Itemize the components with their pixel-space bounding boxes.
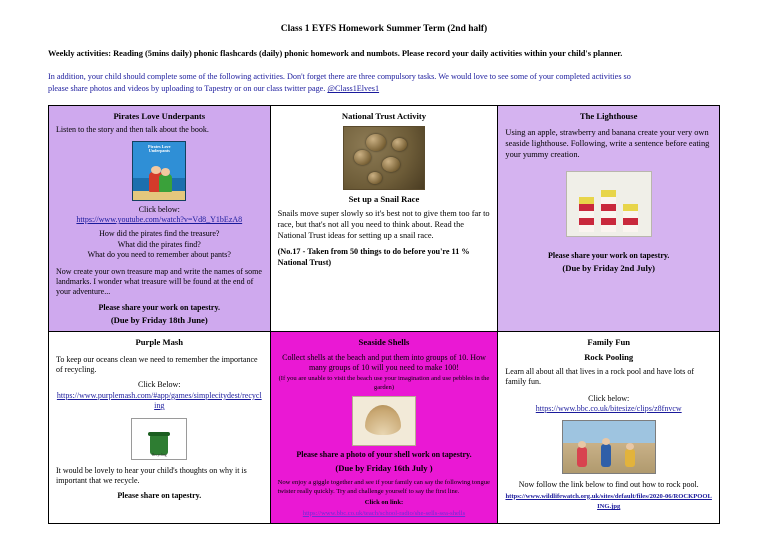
cell-title-national-trust: National Trust Activity	[341, 111, 427, 122]
shell-photo-graphic	[352, 396, 416, 446]
pirates-question-3: What do you need to remember about pants?	[87, 250, 231, 260]
purple-mash-link[interactable]: https://www.purplemash.com/#app/games/simplecitydest/recycling	[56, 390, 262, 411]
table-row	[49, 106, 720, 332]
seaside-shells-due-date: (Due by Friday 16th July )	[335, 462, 433, 473]
pirates-share-text: Please share your work on tapestry.	[98, 302, 221, 312]
recycling-caption: Recycling	[151, 452, 167, 457]
intro-line-1: In addition, your child should complete some of the following activities. Don't forget there are three compulsory tasks. We would love to see some of your completed activities so	[48, 72, 631, 82]
pirates-book-image	[56, 141, 263, 201]
cell-title-family-fun: Family Fun	[587, 337, 631, 348]
purple-mash-click-below-label: Click Below:	[138, 380, 181, 390]
shell-image	[278, 396, 491, 446]
seaside-shells-body-1: Collect shells at the beach and put them into groups of 10. How many groups of 10 will you need to make 100!	[282, 352, 486, 372]
twitter-handle-link[interactable]: @Class1Elves1	[327, 84, 380, 94]
rock-pooling-child-1	[577, 447, 587, 467]
pirates-intro-text: Listen to the story and then talk about the book.	[56, 125, 209, 135]
cell-national-trust	[270, 106, 498, 332]
family-fun-body-1: Learn all about all that lives in a rock pool and have lots of family fun.	[505, 366, 695, 387]
lighthouse-due-date: (Due by Friday 2nd July)	[562, 263, 656, 274]
book-cover-title: Pirates Love Underpants	[148, 143, 171, 154]
recycling-image	[56, 418, 263, 460]
snail-race-body: Snails move super slowly so it's best not to give them too far to race, but that's not all you need to think about. Read the National Trust ideas for setting up a snail race.	[277, 209, 490, 241]
cell-title-lighthouse: The Lighthouse	[579, 111, 638, 122]
family-fun-bitesize-link[interactable]: https://www.bbc.co.uk/bitesize/clips/z8fnvcw	[535, 403, 682, 413]
rock-pooling-child-2	[601, 444, 611, 467]
book-cover-sand	[133, 191, 185, 200]
book-cover-graphic	[132, 141, 186, 201]
snail-3	[382, 157, 400, 172]
snail-1	[366, 134, 386, 151]
fruit-lighthouse-3	[623, 196, 638, 232]
weekly-activities-text: Weekly activities: Reading (5mins daily) phonic flashcards (daily) phonic homework and numbots. Please record your daily activities within your child's planner.	[48, 49, 623, 58]
snail-race-subtitle: Set up a Snail Race	[348, 194, 420, 205]
recycling-bin	[150, 435, 168, 455]
family-fun-click-below-label: Click below:	[588, 393, 630, 403]
lighthouse-photo-graphic	[566, 171, 652, 237]
purple-mash-share-text: Please share on tapestry.	[117, 491, 202, 501]
seaside-shells-share-text: Please share a photo of your shell work on tapestry.	[296, 450, 472, 460]
rock-pooling-photo-graphic	[562, 420, 656, 474]
lighthouse-body: Using an apple, strawberry and banana create your very own seaside lighthouse. Following, write a sentence before eating your yummy creation.	[505, 128, 710, 160]
cell-title-seaside-shells: Seaside Shells	[358, 337, 410, 348]
shell-shape	[365, 405, 401, 435]
snail-race-source: (No.17 - Taken from 50 things to do before you're 11 % National Trust)	[277, 247, 470, 267]
seaside-shells-body-3: Now enjoy a giggle together and see if your family can say the following tongue twister really quickly. Try and challenge yourself to say the first line.	[277, 479, 490, 495]
cell-family-fun-rock-pooling	[498, 332, 720, 524]
seaside-shells-click-link-label: Click on link:	[364, 499, 404, 507]
seaside-shells-body-2: (If you are unable to visit the beach use your imagination and use pebbles in the garden)	[278, 375, 490, 391]
intro-line-2-prefix: please share photos and videos by uploading to Tapestry or on our class twitter page.	[48, 84, 328, 94]
cell-purple-mash	[49, 332, 271, 524]
rock-pooling-image	[505, 420, 712, 474]
fruit-lighthouse-1	[579, 192, 594, 232]
pirates-question-1: How did the pirates find the treasure?	[99, 229, 220, 239]
snail-photo-graphic	[343, 126, 425, 190]
snail-4	[392, 138, 407, 151]
cell-title-rock-pooling: Rock Pooling	[584, 351, 634, 362]
recycling-photo-graphic	[131, 418, 187, 460]
cell-seaside-shells	[270, 332, 498, 524]
lighthouse-image	[505, 171, 712, 237]
activities-table	[48, 105, 720, 524]
rock-pooling-child-3	[625, 449, 635, 467]
family-fun-wildlifewatch-link[interactable]: https://www.wildlifewatch.org.uk/sites/default/files/2020-06/ROCKPOOLING.jpg	[505, 492, 712, 511]
snail-5	[368, 172, 382, 184]
purple-mash-body: To keep our oceans clean we need to remember the importance of recycling.	[56, 354, 258, 374]
cell-lighthouse	[498, 106, 720, 332]
intro-paragraph	[48, 71, 720, 95]
snails-image	[278, 126, 491, 190]
seaside-shells-link[interactable]: https://www.bbc.co.uk/teach/school-radio/she-sells-sea-shells	[302, 509, 466, 517]
pirates-question-2: What did the pirates find?	[117, 239, 201, 249]
recycling-bin-lid	[148, 432, 170, 436]
book-cover-pirate-2	[159, 174, 172, 192]
cell-pirates-love-underpants	[49, 106, 271, 332]
page-title: Class 1 EYFS Homework Summer Term (2nd half)	[280, 24, 488, 34]
cell-title-purple-mash: Purple Mash	[135, 337, 184, 348]
fruit-lighthouse-2	[601, 184, 616, 232]
cell-title-pirates: Pirates Love Underpants	[113, 111, 206, 122]
lighthouse-share-text: Please share your work on tapestry.	[547, 251, 670, 261]
purple-mash-body-2: It would be lovely to hear your child's thoughts on why it is important that we recycle.	[56, 465, 247, 485]
family-fun-body-2: Now follow the link below to find out how to rock pool.	[518, 480, 699, 490]
pirates-click-below-label: Click below:	[138, 204, 180, 214]
pirates-due-date: (Due by Friday 18th June)	[110, 315, 208, 326]
table-row	[49, 332, 720, 524]
pirates-youtube-link[interactable]: https://www.youtube.com/watch?v=Vd8_Y1bEzA8	[76, 215, 243, 225]
pirates-treasure-map-text: Now create your own treasure map and write the names of some landmarks. I wonder what treasure will be found at the end of your adventure...	[56, 266, 262, 297]
snail-2	[354, 150, 371, 165]
